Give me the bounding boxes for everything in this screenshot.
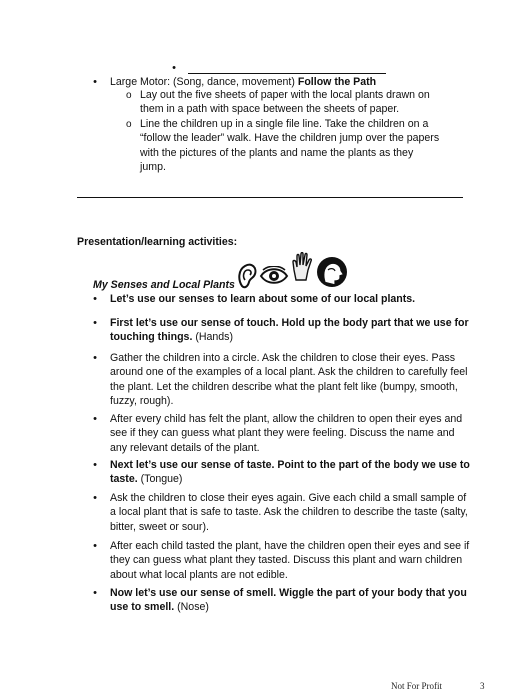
bullet-item-6 bbox=[110, 491, 470, 534]
blank-fill-line bbox=[188, 73, 386, 74]
hand-icon bbox=[291, 252, 313, 282]
bullet-marker bbox=[90, 586, 100, 600]
large-motor-step-2: Line the children up in a single file line. Take the children on a “follow the leader” walk. Have the children jump over the papers with the pictures of the plants and name the plants as they jump. bbox=[140, 118, 440, 173]
bullet-item-2 bbox=[110, 316, 470, 345]
step-1-marker bbox=[126, 88, 136, 103]
step-2-marker bbox=[126, 117, 136, 132]
bullet-marker bbox=[90, 491, 100, 505]
bullet-marker bbox=[90, 316, 100, 330]
bullet-item-5 bbox=[110, 458, 470, 487]
bullet-5-bold: Next let’s use our sense of taste. Point to the part of the body we use to taste. bbox=[110, 459, 470, 486]
section-divider bbox=[77, 197, 463, 198]
bullet-marker bbox=[90, 412, 100, 426]
large-motor-title: Follow the Path bbox=[297, 76, 377, 88]
bullet-item-4 bbox=[110, 412, 470, 455]
blank-bullet bbox=[169, 61, 179, 75]
bullet-item-3 bbox=[110, 351, 470, 408]
footer-label: Not For Profit bbox=[391, 681, 443, 691]
bullet-7-text: After each child tasted the plant, have the children open their eyes and see if they can guess what plant they tasted. Discuss this plant and warn children about what local plants are not edible. bbox=[110, 540, 470, 581]
bullet-2-text: (Hands) bbox=[192, 331, 234, 344]
large-motor-step-1: Lay out the five sheets of paper with the local plants drawn on them in a path with space between the sheets of paper. bbox=[140, 89, 430, 116]
page-number: 3 bbox=[480, 681, 485, 691]
bullet-marker bbox=[90, 458, 100, 472]
bullet-1-bold: Let’s use our senses to learn about some of our local plants. bbox=[110, 293, 416, 305]
bullet-4-text: After every child has felt the plant, allow the children to open their eyes and see if they can guess what plant they were feeling. Discuss the name and any relevant details of the plant. bbox=[110, 413, 463, 454]
bullet-8-text: (Nose) bbox=[174, 601, 209, 614]
large-motor-prefix: Large Motor: (Song, dance, movement) bbox=[110, 76, 295, 88]
ear-icon bbox=[236, 262, 258, 290]
bullet-item-1 bbox=[110, 292, 470, 306]
bullet-marker bbox=[90, 292, 100, 306]
large-motor-bullet bbox=[90, 75, 100, 89]
subheading: My Senses and Local Plants bbox=[93, 279, 235, 291]
bullet-marker bbox=[90, 539, 100, 553]
bullet-8-bold: Now let’s use our sense of smell. Wiggle the part of your body that you use to smell. bbox=[110, 587, 467, 614]
bullet-marker bbox=[90, 351, 100, 365]
head-icon bbox=[316, 256, 348, 288]
bullet-3-text: Gather the children into a circle. Ask the children to close their eyes. Pass around one of the examples of a local plant. Ask the children to carefully feel the plant. Let the children describe what the plant felt like (bumpy, smooth, fuzzy, rough). bbox=[110, 352, 468, 407]
eye-icon bbox=[259, 266, 289, 286]
bullet-5-text: (Tongue) bbox=[137, 473, 183, 486]
bullet-item-7 bbox=[110, 539, 470, 582]
bullet-item-8 bbox=[110, 586, 470, 615]
section-heading: Presentation/learning activities: bbox=[77, 236, 238, 248]
bullet-6-text: Ask the children to close their eyes again. Give each child a small sample of a local plant that is safe to taste. Ask the children to describe the taste (salty, bitter, sweet or sour). bbox=[110, 492, 468, 533]
bullet-2-bold: First let’s use our sense of touch. Hold up the body part that we use for touching things. bbox=[110, 317, 469, 344]
